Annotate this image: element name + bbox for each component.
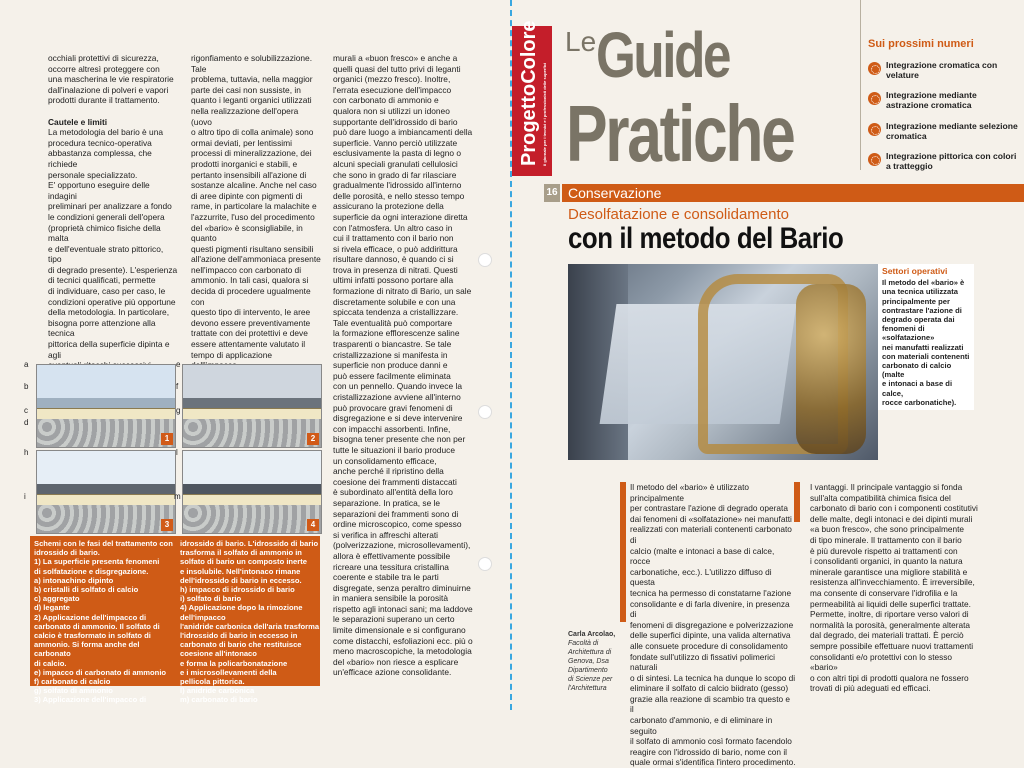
diagram-letter: m (174, 492, 181, 501)
text-line: qualora non si utilizzi un idoneo (333, 105, 450, 116)
text-line: del «bario» è sconsigliabile, in quanto (191, 222, 303, 244)
text-line: alle consuete procedure di consolidamento (630, 640, 788, 651)
text-line: fenomeni di disgregazione e polverizzazione (630, 619, 794, 630)
text-line: pellicola pittorica. (180, 677, 245, 687)
text-line: dell'idrossido di bario in eccesso. (180, 575, 302, 585)
diagram-letter: b (24, 382, 29, 391)
sector-box (878, 264, 974, 410)
text-line: di individuare, caso per caso, le (48, 286, 166, 297)
text-line: I vantaggi. Il principale vantaggio si fonda (810, 482, 963, 492)
caption-column-2 (180, 539, 320, 705)
text-line: esclusivamente la pasta di legno o (333, 148, 462, 159)
text-line: cristallizzazione si manifesta in (333, 349, 448, 360)
text-line: parte dei casi non sussiste, in (191, 84, 301, 95)
punch-hole (478, 557, 492, 571)
text-line: i) solfato di bario (180, 594, 242, 604)
text-line: risultare dannoso, è quando ci si (333, 254, 454, 265)
text-line: tempo di applicazione (191, 349, 273, 360)
text-line: Genova, Dsa (568, 658, 609, 665)
text-line: consolidanti e/o protettivi con lo stesso «bario» (810, 651, 953, 673)
text-line: personale specializzato. (48, 169, 138, 180)
title-le: Le (565, 26, 597, 57)
panel-number: 3 (161, 519, 173, 531)
text-line: e intonaci a base di calce, (882, 379, 953, 398)
caption-column-1 (34, 539, 176, 705)
text-line: separazioni dei frammenti sono di (333, 508, 459, 519)
text-line: un'efficace azione consolidante. (333, 667, 452, 678)
text-line: Permette, inoltre, di riportare verso valori di (810, 609, 969, 620)
text-line: coerente e stabile tra le parti (333, 572, 439, 583)
diagram-letter: h (24, 448, 29, 457)
text-line: e) impacco di carbonato di ammonio (34, 667, 167, 677)
text-line: separazione. In pratica, se le (333, 497, 441, 508)
text-line: permeabilità ai liquidi delle superfici trattate. (810, 598, 971, 609)
text-line: a) intonachino dipinto (34, 575, 114, 585)
text-line: rigonfiamento e solubilizzazione. Tale (191, 53, 313, 74)
text-line: alcuni speciali granulati cellulosici (333, 158, 458, 169)
text-line: di degrado presente). L'esperienza (48, 264, 178, 275)
text-line: può provocare gravi fenomeni di (333, 402, 453, 413)
text-line: coesione all'intonaco (180, 649, 257, 659)
diagram-panel-1 (36, 364, 179, 448)
sector-text (882, 278, 970, 407)
text-line: 2) Applicazione dell'impacco di (34, 612, 147, 622)
text-line: trasparenti o biancastre. Se tale (333, 339, 452, 350)
text-line: consolidante e di farla divenire, in presenza di (630, 598, 790, 620)
text-line: l'errata esecuzione dell'impacco (333, 84, 452, 95)
text-line: abbastanza complessa, che richiede (48, 148, 152, 169)
text-line: minerale garantisce una migliore stabilità e (810, 566, 968, 577)
text-line: Cautele e limiti (48, 116, 108, 127)
text-line: superficie. Vanno perciò utilizzate (333, 137, 458, 148)
text-line: formazione di nitrato di Bario, un sale (333, 286, 472, 297)
text-line: tutte le situazioni il bario produce (333, 444, 455, 455)
text-line: fenomeni di «solfatazione» (882, 324, 935, 343)
text-line: preliminari per analizzare a fondo (48, 201, 172, 212)
text-line: procedura tecnico-operativa (48, 137, 152, 148)
text-line: Facoltà di (568, 640, 599, 647)
text-line: supportante dell'idrossido di bario (333, 116, 458, 127)
text-line: contrastare l'azione di (882, 305, 962, 315)
title-pratiche: Pratiche (566, 89, 794, 178)
article-headline: con il metodo del Bario (568, 222, 844, 255)
left-column-3 (333, 53, 473, 678)
text-line: Dipartimento (568, 667, 608, 674)
logo-text: ProgettoColore (518, 20, 540, 166)
text-line: disgregazione e si deve intervenire (333, 413, 463, 424)
diagram-panel-4 (182, 450, 322, 534)
punch-hole (478, 405, 492, 419)
text-line: il solfato di ammonio così formato facendolo (630, 736, 792, 747)
text-line: può essere facilmente eliminata (333, 370, 451, 381)
text-line: reagire con l'idrossido di bario, nome con il (630, 746, 788, 757)
text-line: occorre altresì proteggere con (48, 63, 160, 74)
bullet-icon (868, 62, 881, 75)
text-line: l'idrossido di bario in eccesso in (180, 631, 298, 641)
next-issues-title: Sui prossimi numeri (868, 38, 974, 50)
text-line: Il metodo del «bario» è (882, 278, 965, 288)
text-line: g) solfato di ammonio (34, 686, 113, 696)
text-line: dai fenomeni di «solfatazione» nei manufatti (630, 513, 792, 524)
text-line: bisogna tener presente che non per (333, 434, 466, 445)
text-line: bisogna porre attenzione alla tecnica (48, 317, 156, 339)
text-line: ormai deviati, per lentissimi (191, 137, 292, 148)
text-line: b) cristalli di solfato di calcio (34, 585, 139, 595)
text-line: di solfatazione e disgregazione. (34, 566, 149, 576)
text-line: coesione dei frammenti distaccati (333, 476, 457, 487)
text-line: ricreare una tessitura cristallina (333, 561, 449, 572)
author-role (568, 639, 624, 693)
text-line: prodotti durante il trattamento. (48, 95, 160, 106)
fresco-photo (568, 264, 878, 460)
text-line: E' opportuno eseguire delle indagini (48, 180, 150, 201)
text-line: discretamente solubile e con una (333, 296, 456, 307)
text-line: con impacchi assorbenti. Infine, (333, 423, 451, 434)
text-line: problema, tuttavia, nella maggior (191, 74, 313, 85)
text-line: cristallizzazione avviene all'interno (333, 392, 461, 402)
text-line: di calcio. (34, 658, 67, 668)
text-line: disgregate, senza peraltro diminuirne (333, 582, 471, 593)
text-line: normalità la porosità, generalmente alterata (810, 619, 971, 630)
text-line: fondate sull'utilizzo di fissativi polimerici naturali (630, 651, 775, 673)
text-line: 4) Applicazione dopo la rimozione dell'impacco (180, 603, 303, 622)
text-line: di tecnici qualificati, permette (48, 275, 156, 286)
title-guide: Guide (596, 19, 730, 91)
diagram-panel-2 (182, 364, 322, 448)
text-line: come distacchi, esfoliazioni ecc. più o (333, 635, 473, 646)
text-line: un consolidamento efficace, (333, 455, 437, 466)
header-divider (860, 0, 861, 170)
text-line: calcio (malte e intonaci a base di calce, rocce (630, 545, 775, 567)
text-line: o di sintesi. La tecnica ha dunque lo scopo di (630, 672, 796, 683)
text-line: le condizioni generali dell'opera (48, 211, 165, 222)
text-line: gradualmente l'idrossido all'interno (333, 180, 462, 191)
text-line: sull'alta compatibilità chimica fisica del (810, 492, 951, 503)
text-line: delle superfici dipinte, una valida alternativa (630, 630, 791, 641)
text-line: realizzati con materiali contenenti carbonato di (630, 524, 792, 545)
text-line: cui il trattamento con il bario non (333, 233, 454, 244)
logo-tagline: Il giornale per i tecnici e i professionisti delle superfici (542, 62, 547, 166)
text-line: l) anidride carbonica (180, 686, 255, 696)
diagram-panel-3 (36, 450, 176, 534)
text-line: nell'impacco con carbonato di (191, 264, 302, 275)
diagram-letter: c (24, 406, 28, 415)
text-line: 1) La superficie presenta fenomeni (34, 557, 160, 567)
article-subtitle: Desolfatazione e consolidamento (568, 206, 789, 223)
diagram-letter: d (24, 418, 29, 427)
text-line: che sono in grado di far rilasciare (333, 169, 457, 180)
text-line: si verifica in affreschi alterati (333, 529, 439, 540)
text-line: idrossido di bario. (34, 548, 100, 558)
text-line: prodotti inorganici e stabili, e (191, 158, 298, 169)
text-line: una tecnica utilizzata (882, 287, 958, 297)
text-line: c) aggregato (34, 594, 80, 604)
text-line: dall'inalazione di polveri e vapori (48, 84, 169, 95)
text-line: dal degrado, dei materiali trattati. È perciò (810, 630, 964, 641)
text-line: della metodologia. In particolare, (48, 307, 170, 318)
text-line: all'azione dell'ammoniaca presente (191, 254, 321, 265)
text-line: decida di procedere ugualmente con (191, 286, 311, 307)
text-line: pittorica della superficie dipinta e agli (48, 339, 170, 360)
text-line: calcio è trasformato in solfato di (34, 631, 151, 641)
text-line: carbonato di bario che restituisce (180, 640, 302, 650)
article-column-1 (630, 482, 796, 768)
text-line: con un pennello. Quando invece la (333, 381, 462, 392)
next-issue-item: Integrazione mediante selezione cromatica (868, 121, 1018, 141)
text-line (48, 106, 178, 117)
text-line: rocce carbonatiche). (882, 397, 957, 407)
text-line: superficie da ogni interazione diretta (333, 211, 468, 222)
text-line: resistenza all'invecchiamento. È irreversibile, (810, 577, 975, 588)
text-line: ma consente di conservare l'idrofilia e la (810, 587, 958, 598)
punch-hole (478, 253, 492, 267)
bullet-icon (868, 92, 881, 105)
text-line: può dare luogo a imbiancamenti della (333, 127, 473, 138)
left-page (0, 0, 510, 710)
text-line: e i microsollevamenti della (180, 667, 277, 677)
section-title: Conservazione (568, 185, 662, 201)
text-line: Architettura di (568, 649, 612, 656)
text-line: La metodologia del bario è una (48, 127, 164, 138)
text-line: «a buon fresco», che sono principalmente (810, 524, 965, 535)
text-line: h) impacco di idrossido di bario (180, 585, 295, 595)
panel-number: 1 (161, 433, 173, 445)
text-line: o altro tipo di colla animale) sono (191, 127, 314, 138)
text-line: devono essere preventivamente (191, 317, 311, 328)
article-column-2 (810, 482, 980, 694)
text-line: principalmente per (882, 296, 950, 306)
left-column-2 (191, 53, 321, 403)
text-line: condizioni operative più opportune (48, 296, 176, 307)
text-line: spiccata tendenza a cristallizzare. (333, 307, 459, 318)
text-line: (proprietà chimico fisiche della malta (48, 222, 161, 244)
text-line: (polverizzazione, microsollevamenti), (333, 540, 471, 551)
text-line: delle porosità, e nello stesso tempo (333, 190, 465, 201)
text-line: meno macroscopiche, la metodologia (333, 646, 472, 657)
text-line: di tipo minerale. Il trattamento con il bario (810, 534, 962, 545)
author-credit (568, 630, 624, 693)
text-line: nella realizzazione dell'opera (uovo (191, 105, 299, 127)
text-line: nei manufatti realizzati (882, 342, 964, 352)
text-line: organici (mezzo fresco). Inoltre, (333, 74, 451, 85)
text-line: è subordinato all'entità della loro (333, 487, 453, 498)
text-line: Schemi con le fasi del trattamento con (34, 539, 173, 548)
text-line: o con altri tipi di prodotti qualora ne fossero (810, 672, 969, 683)
text-line: degrado operata dai (882, 315, 955, 325)
diagram-letter: i (24, 492, 26, 501)
text-line: l'anidride carbonica dell'aria trasforma (180, 621, 320, 631)
text-line: tecnica ha permesso di constatarne l'azione (630, 587, 792, 598)
text-line: carbonato di bario con i componenti costitutivi (810, 503, 978, 514)
text-line: l'Architettura (568, 685, 607, 692)
diagram-letter: g (176, 406, 181, 415)
author-name: Carla Arcolao, (568, 631, 616, 638)
section-bar (542, 184, 1024, 202)
text-line: e forma la policarbonatazione (180, 658, 288, 668)
text-line: carbonato d'ammonio, e di eliminare in seguito (630, 715, 773, 736)
text-line: con carbonato di ammonio e (333, 95, 439, 106)
text-line: Il metodo del «bario» è utilizzato principalmente (630, 482, 749, 503)
text-line: e insolubile. Nell'intonaco rimane (180, 566, 301, 576)
text-line: trovati di più adeguati ed efficaci. (810, 683, 931, 694)
text-line: essere attentamente valutato il (191, 339, 306, 350)
accent-bar (620, 482, 626, 622)
text-line: ammonio. Si forma anche del carbonato (34, 640, 140, 659)
text-line: con l'atmosfera. Un altro caso in (333, 222, 453, 233)
text-line: sostanze alcaline. Anche nel caso (191, 180, 317, 191)
text-line: superficie non produce danni e (333, 360, 448, 371)
text-line: quale ormai s'identifica l'intero procedimento. (630, 757, 796, 768)
text-line: solfato di bario un composto inerte (180, 557, 307, 567)
diagram-letter: l (176, 448, 178, 457)
sector-title: Settori operativi (882, 266, 948, 276)
text-line: la formazione efflorescenze saline (333, 328, 460, 339)
text-line: sempre possibile effettuare nuovi trattamenti (810, 640, 974, 651)
diagram-caption (30, 536, 320, 705)
page-number: 16 (542, 184, 562, 202)
next-issue-item: Integrazione pittorica con colori a tratteggio (868, 151, 1018, 171)
text-line: limite dimensionale e si configurano (333, 625, 466, 636)
next-issue-item: Integrazione mediante astrazione cromatica (868, 90, 1018, 110)
text-line: trasforma il solfato di ammonio in (180, 548, 302, 558)
panel-number: 4 (307, 519, 319, 531)
text-line: trova in presenza di nitrati. Questi (333, 264, 458, 275)
text-line: e dell'eventuale strato pittorico, tipo (48, 243, 164, 265)
text-line: eliminare il solfato di calcio biidrato (gesso) (630, 683, 789, 694)
text-line: ordine microscopico, come spesso (333, 519, 462, 530)
text-line: del «bario» non riesce a esplicare (333, 656, 459, 667)
text-line: trattate con dei protettivi e deve (191, 328, 308, 339)
progettocolore-logo (512, 20, 552, 176)
text-line: in maniera sensibile la porosità (333, 593, 448, 604)
text-line: 3) Applicazione dell'impacco di (34, 695, 147, 705)
text-line: rispetto agli intonaci sani; ma laddove (333, 603, 473, 614)
text-line: carbonatiche, ecc.). L'utilizzo diffuso di questa (630, 566, 772, 588)
next-issue-item: Integrazione cromatica con velature (868, 60, 1018, 80)
text-line: pertanto insensibili all'azione di (191, 169, 307, 180)
text-line: delle malte, degli intonaci e dei dipinti murali (810, 513, 973, 524)
text-line: questo tipo di intervento, le aree (191, 307, 311, 318)
text-line: è più durevole rispetto ai trattamenti con (810, 545, 958, 556)
text-line: m) carbonato di bario (180, 695, 258, 705)
text-line: l'azzurrite, l'uso del procedimento (191, 211, 315, 222)
text-line: carbonato di ammonio. Il solfato di (34, 621, 160, 631)
text-line: questi pigmenti risultano sensibili (191, 243, 314, 254)
text-line: rame, in particolare la malachite e (191, 201, 317, 212)
text-line: murali a «buon fresco» e anche a (333, 53, 458, 63)
text-line: i consolidanti organici, in quanto la natura (810, 556, 963, 567)
text-line: ammonio. In tali casi, qualora si (191, 275, 309, 286)
text-line: idrossido di bario. L'idrossido di bario (180, 539, 319, 548)
panel-number: 2 (307, 433, 319, 445)
text-line: Tale eventualità può comportare (333, 317, 453, 328)
diagram-letter: f (176, 382, 179, 391)
text-line: quelli quasi del tutto privi di leganti (333, 63, 461, 74)
text-line: grazie alla reazione di scambio tra questo e il (630, 693, 791, 715)
text-line: ultimi infatti possono portare alla (333, 275, 454, 286)
text-line: si rivela efficace, o può addirittura (333, 243, 458, 254)
text-line: allora è effettivamente possibile (333, 550, 451, 561)
text-line: assicurano la protezione della (333, 201, 444, 212)
text-line: occhiali protettivi di sicurezza, (48, 53, 159, 63)
text-line: quanto i leganti organici utilizzati (191, 95, 312, 106)
text-line: di aree dipinte con pigmenti di (191, 190, 303, 201)
treatment-diagram (24, 356, 325, 534)
diagram-letter: e (176, 360, 181, 369)
text-line: di Scienze per (568, 676, 613, 683)
text-line: f) carbonato di calcio (34, 677, 111, 687)
text-line: carbonato di calcio (malte (882, 361, 952, 380)
text-line: d) legante (34, 603, 70, 613)
text-line: processi di mineralizzazione, dei (191, 148, 312, 159)
text-line: per contrastare l'azione di degrado operata (630, 503, 788, 514)
text-line: con materiali contenenti (882, 351, 970, 361)
bullet-icon (868, 123, 881, 136)
diagram-letter: a (24, 360, 29, 369)
text-line: le separazioni superano un certo (333, 614, 455, 625)
bullet-icon (868, 153, 881, 166)
text-line: una mascherina le vie respiratorie (48, 74, 174, 85)
text-line: anche perché il ripristino della (333, 466, 444, 477)
